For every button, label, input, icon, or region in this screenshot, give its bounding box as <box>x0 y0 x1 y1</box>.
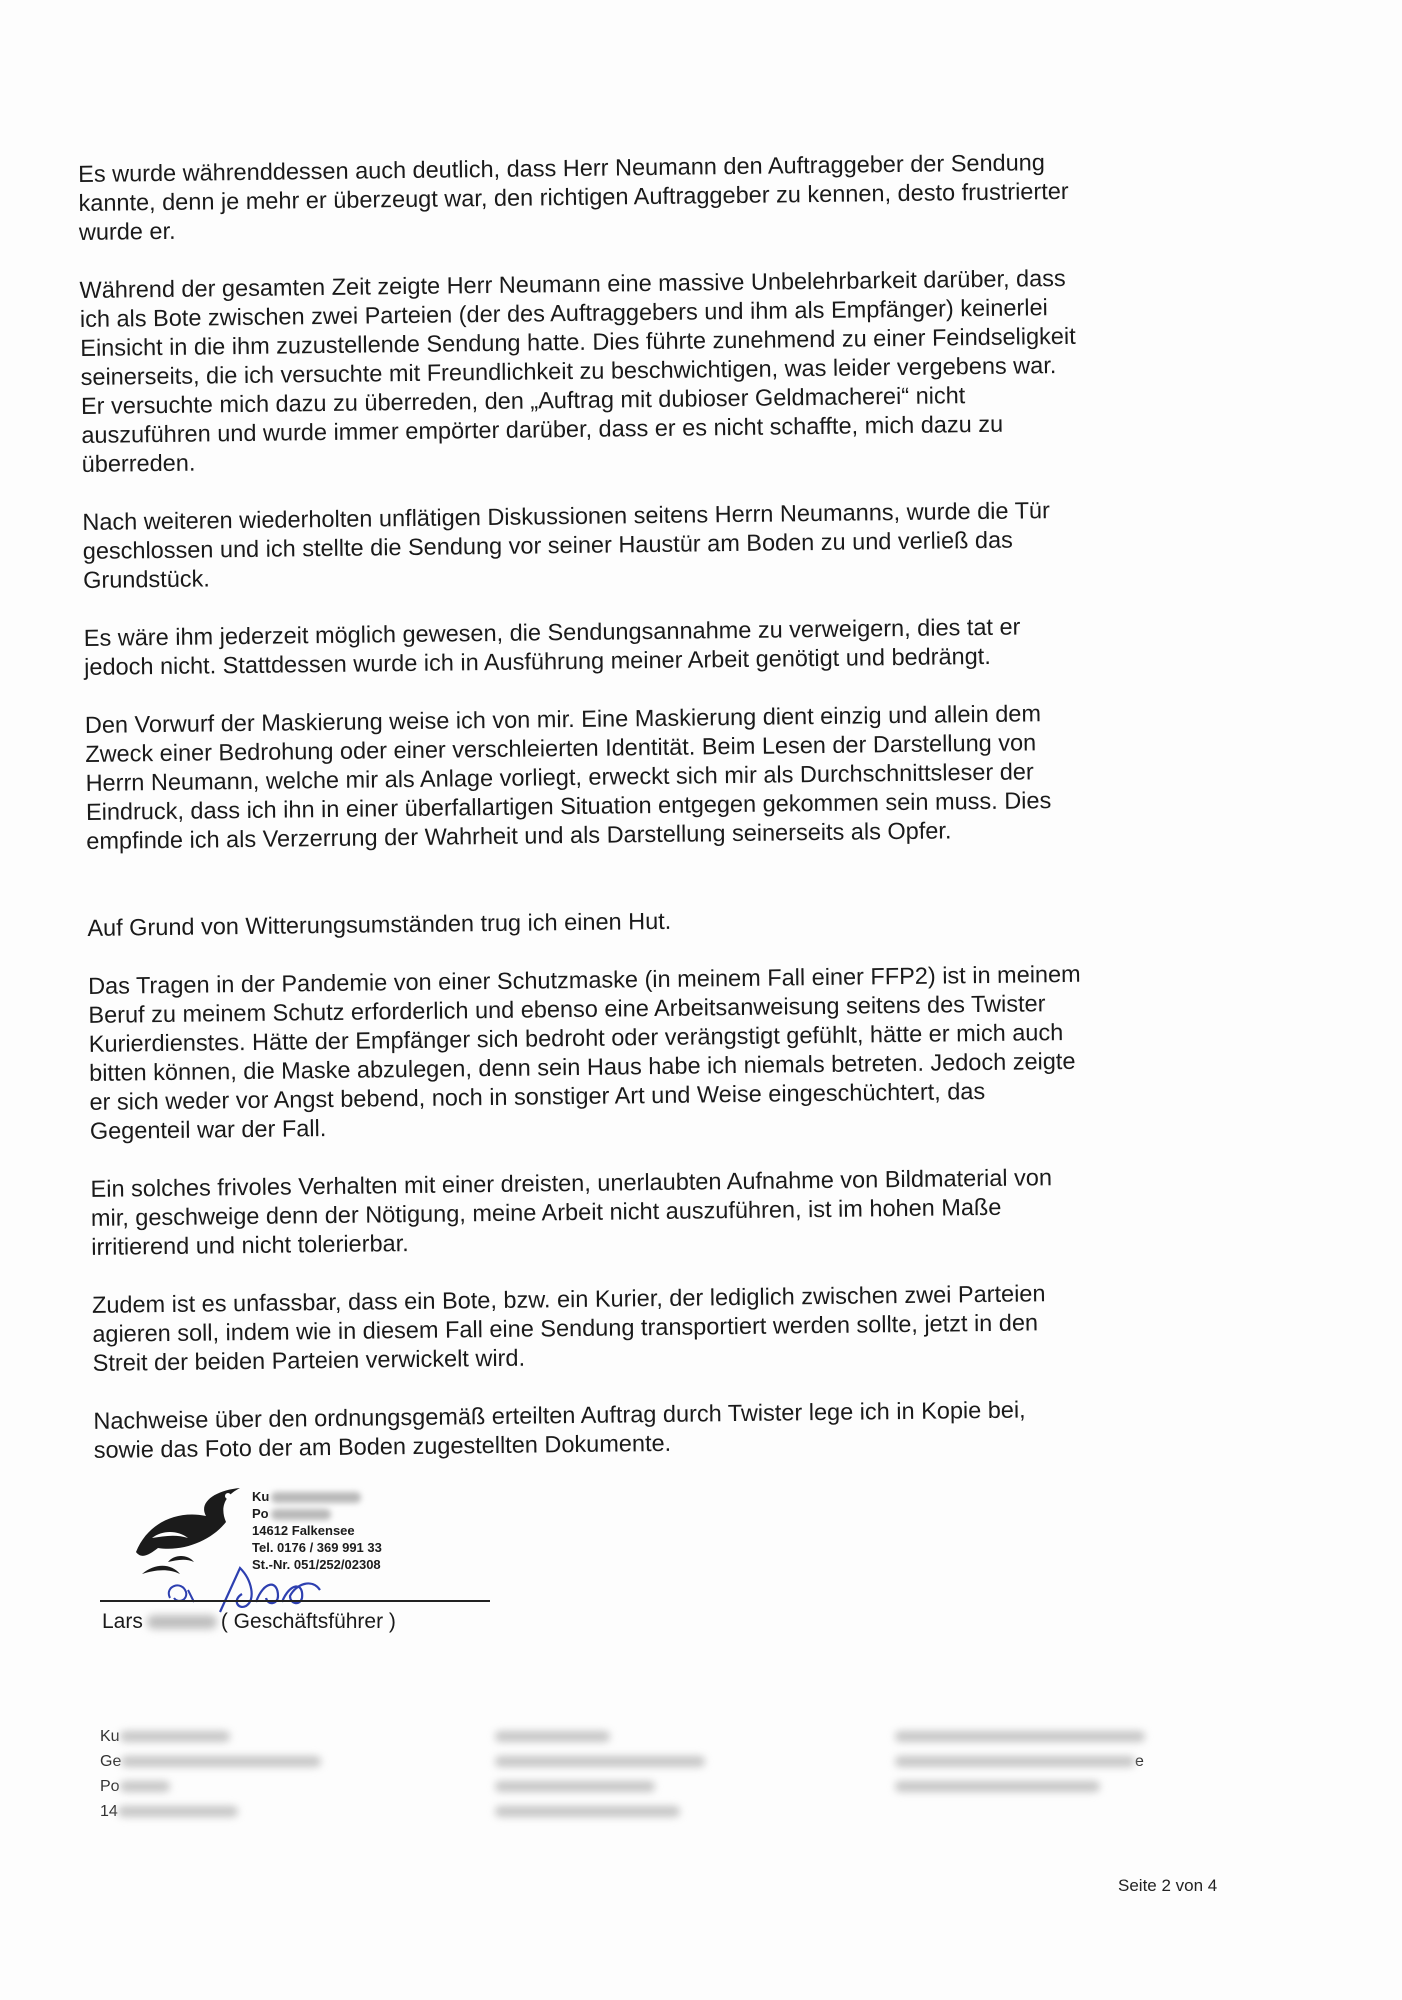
handwritten-signature <box>160 1540 360 1620</box>
footer-address-line: Ku <box>100 1728 120 1745</box>
signer-first-name: Lars <box>102 1610 143 1633</box>
letter-line: mir, geschweige denn der Nötigung, meine Arbeit nicht auszuführen, ist im hohen Maße <box>90 1193 1002 1231</box>
stamp-line-1: Ku <box>252 1489 270 1504</box>
letter-line: Zudem ist es unfassbar, dass ein Bote, bzw. ein Kurier, der lediglich zwischen zwei Parteien <box>91 1280 1046 1318</box>
letter-line: Auf Grund von Witterungsumständen trug ich einen Hut. <box>87 907 672 941</box>
signer-name <box>102 1610 396 1634</box>
letter-line: empfinde ich als Verzerrung der Wahrheit und als Darstellung seinerseits als Opfer. <box>86 817 952 854</box>
letter-line: Eindruck, dass ich ihn in einer überfallartigen Situation entgegen gekommen sein muss. Dies <box>85 787 1052 825</box>
letter-body <box>78 146 1244 1494</box>
letter-line: Er versuchte mich dazu zu überreden, den „Auftrag mit dubioser Geldmacherei“ nicht <box>80 382 966 419</box>
letter-paragraph <box>78 146 1229 247</box>
letter-line: ich als Bote zwischen zwei Parteien (der des Auftraggebers und ihm als Empfänger) keinerlei <box>79 294 1048 332</box>
page-number: Seite 2 von 4 <box>1118 1876 1218 1895</box>
letter-line: Es wurde währenddessen auch deutlich, dass Herr Neumann den Auftraggeber der Sendung <box>78 149 1045 187</box>
letter-line: Während der gesamten Zeit zeigte Herr Neumann eine massive Unbelehrbarkeit darüber, dass <box>79 264 1066 303</box>
letter-line: Das Tragen in der Pandemie von einer Schutzmaske (in meinem Fall einer FFP2) ist in meinem <box>87 960 1081 999</box>
letter-paragraph <box>92 1277 1243 1378</box>
letter-footer <box>100 1728 1250 1838</box>
letter-line: Gegenteil war der Fall. <box>89 1115 327 1144</box>
letter-line: Streit der beiden Parteien verwickelt wird. <box>92 1344 526 1376</box>
stamp-line-3: 14612 Falkensee <box>252 1523 355 1538</box>
footer-address-line: Po <box>100 1778 120 1795</box>
letter-line: sowie das Foto der am Boden zugestellten Dokumente. <box>93 1429 672 1463</box>
letter-line: Den Vorwurf der Maskierung weise ich von mir. Eine Maskierung dient einzig und allein dem <box>84 700 1042 738</box>
footer-address <box>100 1728 321 1828</box>
letter-line: geschlossen und ich stellte die Sendung vor seiner Haustür am Boden zu und verließ das <box>82 526 1013 564</box>
signer-role: ( Geschäftsführer ) <box>220 1610 396 1633</box>
letter-line: Nachweise über den ordnungsgemäß erteilten Auftrag durch Twister lege ich in Kopie bei, <box>93 1396 1026 1434</box>
footer-bank <box>495 1728 705 1828</box>
letter-paragraph <box>84 610 1235 682</box>
letter-paragraph <box>88 958 1240 1146</box>
letter-line: bitten können, die Maske abzulegen, denn sein Haus habe ich niemals betreten. Jedoch zeigte <box>88 1047 1076 1086</box>
redacted-surname <box>147 1615 217 1629</box>
letter-line: überreden. <box>81 449 196 477</box>
letter-line: irritierend und nicht tolerierbar. <box>91 1230 409 1260</box>
footer-contact <box>895 1728 1145 1803</box>
letter-line: Es wäre ihm jederzeit möglich gewesen, die Sendungsannahme zu verweigern, dies tat er <box>83 613 1021 651</box>
letter-line: Nach weiteren wiederholten unflätigen Diskussionen seitens Herrn Neumanns, wurde die Tür <box>82 497 1051 535</box>
letter-line: Zweck einer Bedrohung oder einer verschleierten Identität. Beim Lesen der Darstellung von <box>85 729 1037 767</box>
signature-block <box>100 1470 520 1640</box>
letter-line: Grundstück. <box>82 565 210 593</box>
letter-line: agieren soll, indem wie in diesem Fall eine Sendung transportiert werden sollte, jetzt in den <box>92 1309 1039 1347</box>
stamp-line-2: Po <box>252 1506 269 1521</box>
footer-address-line: Ge <box>100 1753 122 1770</box>
stamp-line-5: St.-Nr. 051/252/02308 <box>252 1557 381 1572</box>
letter-line: kannte, denn je mehr er überzeugt war, den richtigen Auftraggeber zu kennen, desto frustrierter <box>78 177 1069 216</box>
letter-line: Beruf zu meinem Schutz erforderlich und ebenso eine Arbeitsanweisung seitens des Twister <box>88 990 1046 1028</box>
letter-paragraph <box>85 697 1237 856</box>
letter-line: auszuführen und wurde immer empörter darüber, dass er es nicht schaffte, mich dazu zu <box>81 410 1004 448</box>
footer-contact-suffix: e <box>1135 1753 1144 1770</box>
letter-line: seinerseits, die ich versuchte mit Freundlichkeit zu beschwichtigen, was leider vergebens war. <box>80 352 1057 390</box>
letter-paragraph <box>93 1393 1244 1465</box>
footer-address-line: 14 <box>100 1803 118 1820</box>
signature-line <box>100 1600 490 1602</box>
letter-line: wurde er. <box>78 217 176 245</box>
letter-line: jedoch nicht. Stattdessen wurde ich in Ausführung meiner Arbeit genötigt und bedrängt. <box>84 642 991 680</box>
letter-paragraph <box>87 900 1237 943</box>
letter-line: Herrn Neumann, welche mir als Anlage vorliegt, erweckt sich mir als Durchschnittsleser der <box>85 758 1034 796</box>
letter-paragraph <box>90 1161 1241 1262</box>
letter-line: Kurierdienstes. Hätte der Empfänger sich bedroht oder verängstigt gefühlt, hätte er mich auch <box>88 1019 1064 1057</box>
letter-line: Einsicht in die ihm zuzustellende Sendung hatte. Dies führte zunehmend zu einer Feindseligkeit <box>80 322 1076 361</box>
letter-paragraph <box>79 262 1231 479</box>
letter-paragraph <box>82 494 1233 595</box>
letter-line: Ein solches frivoles Verhalten mit einer dreisten, unerlaubten Aufnahme von Bildmaterial von <box>90 1164 1053 1202</box>
letter-line: er sich weder vor Angst bebend, noch in sonstiger Art und Weise eingeschüchtert, das <box>89 1077 986 1115</box>
stamp-line-4: Tel. 0176 / 369 991 33 <box>252 1540 382 1555</box>
